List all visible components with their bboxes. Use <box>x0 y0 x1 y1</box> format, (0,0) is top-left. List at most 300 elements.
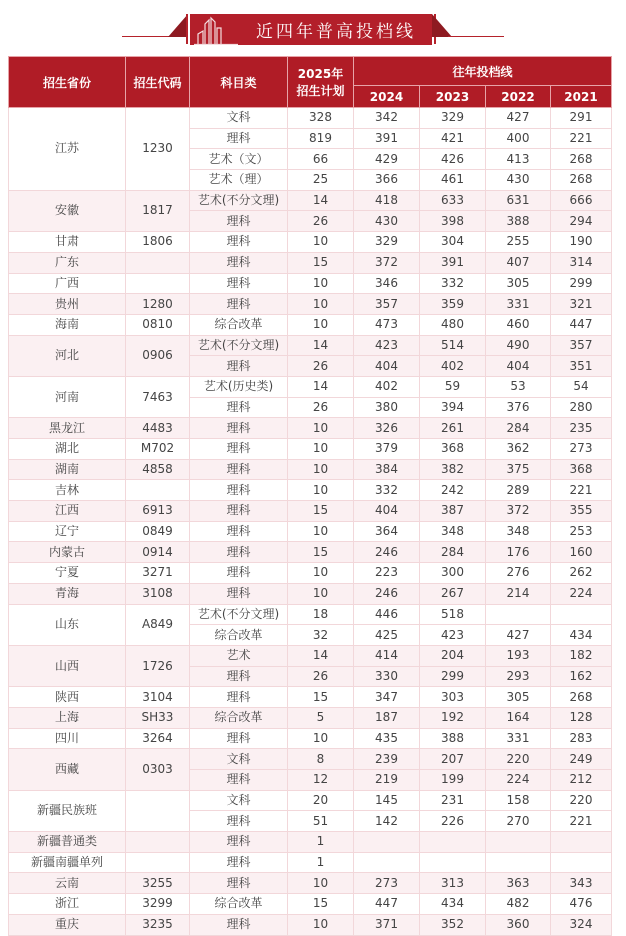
score-2022-cell: 460 <box>486 314 551 335</box>
score-2022-cell: 289 <box>486 480 551 501</box>
score-2023-cell: 242 <box>420 480 486 501</box>
code-cell: 1280 <box>126 294 190 315</box>
score-2022-cell: 193 <box>486 645 551 666</box>
subject-cell: 理科 <box>190 232 288 253</box>
score-2023-cell: 518 <box>420 604 486 625</box>
table-row <box>9 459 612 480</box>
score-2021-cell: 283 <box>551 728 612 749</box>
score-2024-cell <box>354 832 420 853</box>
table-row <box>9 790 612 811</box>
subject-cell: 综合改革 <box>190 625 288 646</box>
plan-cell: 5 <box>288 707 354 728</box>
score-2021-cell: 160 <box>551 542 612 563</box>
score-2021-cell: 357 <box>551 335 612 356</box>
code-cell: 3255 <box>126 873 190 894</box>
table-body <box>9 108 612 936</box>
score-2022-cell: 270 <box>486 811 551 832</box>
score-2023-cell: 387 <box>420 501 486 522</box>
plan-cell: 14 <box>288 376 354 397</box>
subject-cell: 综合改革 <box>190 894 288 915</box>
province-cell: 青海 <box>9 583 126 604</box>
code-cell <box>126 852 190 873</box>
score-2024-cell: 404 <box>354 501 420 522</box>
score-2022-cell: 360 <box>486 914 551 935</box>
score-2021-cell: 268 <box>551 170 612 191</box>
plan-cell: 10 <box>288 563 354 584</box>
subject-cell: 理科 <box>190 914 288 935</box>
province-cell: 河南 <box>9 376 126 417</box>
code-cell: A849 <box>126 604 190 645</box>
header-plan-line2: 招生计划 <box>296 84 345 98</box>
banner-wing-left <box>168 14 188 37</box>
score-2024-cell: 446 <box>354 604 420 625</box>
score-2024-cell: 418 <box>354 190 420 211</box>
code-cell: 0914 <box>126 542 190 563</box>
subject-cell: 艺术(历史类) <box>190 376 288 397</box>
subject-cell: 文科 <box>190 108 288 129</box>
plan-cell: 15 <box>288 542 354 563</box>
province-cell: 辽宁 <box>9 521 126 542</box>
score-2023-cell: 352 <box>420 914 486 935</box>
subject-cell: 理科 <box>190 542 288 563</box>
score-2021-cell: 355 <box>551 501 612 522</box>
province-cell: 贵州 <box>9 294 126 315</box>
province-cell: 宁夏 <box>9 563 126 584</box>
score-2022-cell: 305 <box>486 273 551 294</box>
score-2021-cell: 291 <box>551 108 612 129</box>
score-2023-cell: 426 <box>420 149 486 170</box>
score-2021-cell: 262 <box>551 563 612 584</box>
province-cell: 新疆普通类 <box>9 832 126 853</box>
score-2023-cell: 267 <box>420 583 486 604</box>
score-2021-cell: 268 <box>551 687 612 708</box>
score-2022-cell: 276 <box>486 563 551 584</box>
score-2021-cell: 162 <box>551 666 612 687</box>
code-cell: 3299 <box>126 894 190 915</box>
code-cell: 1817 <box>126 190 190 231</box>
score-2024-cell: 435 <box>354 728 420 749</box>
score-2024-cell: 404 <box>354 356 420 377</box>
score-2024-cell: 330 <box>354 666 420 687</box>
subject-cell: 理科 <box>190 832 288 853</box>
score-2024-cell: 219 <box>354 770 420 791</box>
score-2022-cell: 430 <box>486 170 551 191</box>
plan-cell: 66 <box>288 149 354 170</box>
subject-cell: 理科 <box>190 852 288 873</box>
score-2024-cell <box>354 852 420 873</box>
score-2021-cell: 476 <box>551 894 612 915</box>
score-2022-cell: 362 <box>486 439 551 460</box>
subject-cell: 理科 <box>190 728 288 749</box>
table-row <box>9 645 612 666</box>
score-2023-cell: 204 <box>420 645 486 666</box>
score-2023-cell: 434 <box>420 894 486 915</box>
score-2022-cell: 372 <box>486 501 551 522</box>
header-year-2023: 2023 <box>420 86 486 108</box>
score-2022-cell: 284 <box>486 418 551 439</box>
table-row <box>9 521 612 542</box>
plan-cell: 25 <box>288 170 354 191</box>
score-2023-cell: 261 <box>420 418 486 439</box>
plan-cell: 10 <box>288 439 354 460</box>
header-plan-line1: 2025年 <box>297 67 344 81</box>
score-2024-cell: 239 <box>354 749 420 770</box>
code-cell: 3235 <box>126 914 190 935</box>
score-2023-cell: 368 <box>420 439 486 460</box>
score-2021-cell: 434 <box>551 625 612 646</box>
score-2023-cell: 394 <box>420 397 486 418</box>
score-2024-cell: 371 <box>354 914 420 935</box>
score-2022-cell: 176 <box>486 542 551 563</box>
code-cell: 3264 <box>126 728 190 749</box>
score-2022-cell <box>486 832 551 853</box>
score-2022-cell: 388 <box>486 211 551 232</box>
province-cell: 黑龙江 <box>9 418 126 439</box>
header-plan <box>288 57 354 108</box>
score-2024-cell: 423 <box>354 335 420 356</box>
score-2024-cell: 342 <box>354 108 420 129</box>
table-row <box>9 376 612 397</box>
subject-cell: 理科 <box>190 418 288 439</box>
code-cell: SH33 <box>126 707 190 728</box>
score-2024-cell: 329 <box>354 232 420 253</box>
plan-cell: 819 <box>288 128 354 149</box>
table-row <box>9 914 612 935</box>
score-2021-cell: 54 <box>551 376 612 397</box>
score-2021-cell: 220 <box>551 790 612 811</box>
table-row <box>9 501 612 522</box>
table-row <box>9 542 612 563</box>
score-2024-cell: 447 <box>354 894 420 915</box>
score-2022-cell: 404 <box>486 356 551 377</box>
subject-cell: 理科 <box>190 397 288 418</box>
code-cell: 1726 <box>126 645 190 686</box>
score-2022-cell: 214 <box>486 583 551 604</box>
code-cell: 0810 <box>126 314 190 335</box>
score-2021-cell: 221 <box>551 811 612 832</box>
table-row <box>9 480 612 501</box>
province-cell: 新疆民族班 <box>9 790 126 831</box>
score-2021-cell: 447 <box>551 314 612 335</box>
plan-cell: 10 <box>288 294 354 315</box>
plan-cell: 10 <box>288 480 354 501</box>
score-2023-cell: 388 <box>420 728 486 749</box>
score-2021-cell: 299 <box>551 273 612 294</box>
score-2021-cell: 224 <box>551 583 612 604</box>
score-2022-cell: 53 <box>486 376 551 397</box>
score-2023-cell: 303 <box>420 687 486 708</box>
plan-cell: 10 <box>288 459 354 480</box>
code-cell: 3104 <box>126 687 190 708</box>
header-year-2024: 2024 <box>354 86 420 108</box>
code-cell <box>126 480 190 501</box>
score-2022-cell <box>486 852 551 873</box>
subject-cell: 综合改革 <box>190 707 288 728</box>
subject-cell: 艺术(不分文理) <box>190 190 288 211</box>
subject-cell: 理科 <box>190 811 288 832</box>
score-2024-cell: 346 <box>354 273 420 294</box>
score-2023-cell: 391 <box>420 252 486 273</box>
subject-cell: 艺术（文） <box>190 149 288 170</box>
plan-cell: 32 <box>288 625 354 646</box>
code-cell: 6913 <box>126 501 190 522</box>
score-2021-cell: 321 <box>551 294 612 315</box>
code-cell <box>126 790 190 831</box>
score-2024-cell: 187 <box>354 707 420 728</box>
subject-cell: 理科 <box>190 687 288 708</box>
score-2024-cell: 366 <box>354 170 420 191</box>
code-cell: 1806 <box>126 232 190 253</box>
score-2024-cell: 380 <box>354 397 420 418</box>
table-row <box>9 852 612 873</box>
score-2022-cell: 158 <box>486 790 551 811</box>
table-row <box>9 252 612 273</box>
subject-cell: 文科 <box>190 790 288 811</box>
score-2024-cell: 326 <box>354 418 420 439</box>
score-2022-cell <box>486 604 551 625</box>
subject-cell: 理科 <box>190 501 288 522</box>
table-row <box>9 335 612 356</box>
score-2023-cell <box>420 832 486 853</box>
score-2021-cell: 212 <box>551 770 612 791</box>
score-2022-cell: 400 <box>486 128 551 149</box>
plan-cell: 15 <box>288 501 354 522</box>
score-2022-cell: 348 <box>486 521 551 542</box>
city-skyline-icon <box>194 14 238 45</box>
table-row <box>9 583 612 604</box>
score-2024-cell: 430 <box>354 211 420 232</box>
score-2021-cell: 343 <box>551 873 612 894</box>
score-2021-cell: 368 <box>551 459 612 480</box>
header-province: 招生省份 <box>9 57 126 108</box>
score-2024-cell: 246 <box>354 542 420 563</box>
province-cell: 云南 <box>9 873 126 894</box>
table-row <box>9 273 612 294</box>
table-row <box>9 873 612 894</box>
banner-line-right <box>448 36 504 37</box>
title-banner <box>0 0 626 50</box>
score-2021-cell: 351 <box>551 356 612 377</box>
score-2024-cell: 273 <box>354 873 420 894</box>
table-row <box>9 687 612 708</box>
subject-cell: 理科 <box>190 666 288 687</box>
score-2023-cell: 398 <box>420 211 486 232</box>
table-row <box>9 707 612 728</box>
score-2021-cell: 268 <box>551 149 612 170</box>
score-2024-cell: 402 <box>354 376 420 397</box>
province-cell: 河北 <box>9 335 126 376</box>
score-2022-cell: 331 <box>486 728 551 749</box>
header-code: 招生代码 <box>126 57 190 108</box>
banner-ribbon <box>190 14 432 45</box>
score-2024-cell: 414 <box>354 645 420 666</box>
score-2023-cell: 226 <box>420 811 486 832</box>
score-2024-cell: 425 <box>354 625 420 646</box>
table-row <box>9 418 612 439</box>
score-2024-cell: 391 <box>354 128 420 149</box>
score-2023-cell: 207 <box>420 749 486 770</box>
province-cell: 江西 <box>9 501 126 522</box>
plan-cell: 10 <box>288 914 354 935</box>
score-2022-cell: 305 <box>486 687 551 708</box>
plan-cell: 15 <box>288 252 354 273</box>
province-cell: 江苏 <box>9 108 126 191</box>
score-2023-cell: 402 <box>420 356 486 377</box>
plan-cell: 12 <box>288 770 354 791</box>
subject-cell: 理科 <box>190 439 288 460</box>
subject-cell: 理科 <box>190 459 288 480</box>
code-cell: 7463 <box>126 376 190 417</box>
score-2021-cell: 253 <box>551 521 612 542</box>
plan-cell: 26 <box>288 356 354 377</box>
score-2022-cell: 631 <box>486 190 551 211</box>
plan-cell: 26 <box>288 397 354 418</box>
subject-cell: 理科 <box>190 583 288 604</box>
score-2022-cell: 407 <box>486 252 551 273</box>
banner-wing-right <box>432 14 452 37</box>
code-cell: 3271 <box>126 563 190 584</box>
plan-cell: 18 <box>288 604 354 625</box>
subject-cell: 文科 <box>190 749 288 770</box>
score-2024-cell: 379 <box>354 439 420 460</box>
code-cell: 1230 <box>126 108 190 191</box>
plan-cell: 328 <box>288 108 354 129</box>
table-row <box>9 832 612 853</box>
plan-cell: 26 <box>288 666 354 687</box>
code-cell: 3108 <box>126 583 190 604</box>
plan-cell: 10 <box>288 418 354 439</box>
plan-cell: 10 <box>288 583 354 604</box>
score-2023-cell: 382 <box>420 459 486 480</box>
table-row <box>9 604 612 625</box>
table-row <box>9 314 612 335</box>
province-cell: 湖南 <box>9 459 126 480</box>
code-cell: 4858 <box>126 459 190 480</box>
province-cell: 海南 <box>9 314 126 335</box>
plan-cell: 10 <box>288 314 354 335</box>
score-2024-cell: 145 <box>354 790 420 811</box>
score-2023-cell: 284 <box>420 542 486 563</box>
subject-cell: 理科 <box>190 252 288 273</box>
score-2022-cell: 224 <box>486 770 551 791</box>
code-cell: 0906 <box>126 335 190 376</box>
score-2021-cell: 190 <box>551 232 612 253</box>
province-cell: 甘肃 <box>9 232 126 253</box>
plan-cell: 8 <box>288 749 354 770</box>
score-2024-cell: 142 <box>354 811 420 832</box>
score-2023-cell: 421 <box>420 128 486 149</box>
table-row <box>9 563 612 584</box>
score-2021-cell: 666 <box>551 190 612 211</box>
score-2022-cell: 413 <box>486 149 551 170</box>
province-cell: 浙江 <box>9 894 126 915</box>
score-2021-cell: 235 <box>551 418 612 439</box>
province-cell: 湖北 <box>9 439 126 460</box>
score-2021-cell <box>551 832 612 853</box>
score-2023-cell: 304 <box>420 232 486 253</box>
table-row <box>9 439 612 460</box>
banner-post-left <box>186 14 188 44</box>
plan-cell: 10 <box>288 232 354 253</box>
table-row <box>9 749 612 770</box>
plan-cell: 14 <box>288 335 354 356</box>
score-2023-cell: 313 <box>420 873 486 894</box>
province-cell: 山西 <box>9 645 126 686</box>
score-2024-cell: 246 <box>354 583 420 604</box>
province-cell: 西藏 <box>9 749 126 790</box>
score-2021-cell: 280 <box>551 397 612 418</box>
plan-cell: 10 <box>288 873 354 894</box>
province-cell: 上海 <box>9 707 126 728</box>
code-cell <box>126 273 190 294</box>
score-2021-cell <box>551 852 612 873</box>
score-2023-cell: 199 <box>420 770 486 791</box>
header-year-2021: 2021 <box>551 86 612 108</box>
plan-cell: 10 <box>288 521 354 542</box>
score-2023-cell: 514 <box>420 335 486 356</box>
subject-cell: 理科 <box>190 770 288 791</box>
score-2021-cell: 273 <box>551 439 612 460</box>
score-2022-cell: 331 <box>486 294 551 315</box>
score-2024-cell: 357 <box>354 294 420 315</box>
score-2024-cell: 347 <box>354 687 420 708</box>
plan-cell: 26 <box>288 211 354 232</box>
plan-cell: 15 <box>288 687 354 708</box>
score-2023-cell: 461 <box>420 170 486 191</box>
score-2023-cell <box>420 852 486 873</box>
subject-cell: 艺术(不分文理) <box>190 335 288 356</box>
province-cell: 吉林 <box>9 480 126 501</box>
table-row <box>9 294 612 315</box>
province-cell: 山东 <box>9 604 126 645</box>
score-2023-cell: 231 <box>420 790 486 811</box>
plan-cell: 14 <box>288 190 354 211</box>
subject-cell: 理科 <box>190 294 288 315</box>
score-2024-cell: 372 <box>354 252 420 273</box>
subject-cell: 综合改革 <box>190 314 288 335</box>
score-2023-cell: 59 <box>420 376 486 397</box>
table-row <box>9 108 612 129</box>
subject-cell: 理科 <box>190 211 288 232</box>
province-cell: 广西 <box>9 273 126 294</box>
score-2023-cell: 300 <box>420 563 486 584</box>
province-cell: 安徽 <box>9 190 126 231</box>
score-2022-cell: 164 <box>486 707 551 728</box>
score-2022-cell: 482 <box>486 894 551 915</box>
subject-cell: 理科 <box>190 563 288 584</box>
code-cell <box>126 252 190 273</box>
subject-cell: 理科 <box>190 356 288 377</box>
plan-cell: 51 <box>288 811 354 832</box>
plan-cell: 10 <box>288 728 354 749</box>
table-row <box>9 894 612 915</box>
score-2021-cell: 128 <box>551 707 612 728</box>
subject-cell: 艺术（理） <box>190 170 288 191</box>
province-cell: 四川 <box>9 728 126 749</box>
score-2024-cell: 364 <box>354 521 420 542</box>
score-2021-cell: 182 <box>551 645 612 666</box>
score-2021-cell <box>551 604 612 625</box>
score-2021-cell: 221 <box>551 128 612 149</box>
code-cell <box>126 832 190 853</box>
subject-cell: 理科 <box>190 480 288 501</box>
score-2021-cell: 314 <box>551 252 612 273</box>
score-2023-cell: 329 <box>420 108 486 129</box>
score-2022-cell: 375 <box>486 459 551 480</box>
score-2023-cell: 332 <box>420 273 486 294</box>
score-2024-cell: 223 <box>354 563 420 584</box>
table-row <box>9 190 612 211</box>
